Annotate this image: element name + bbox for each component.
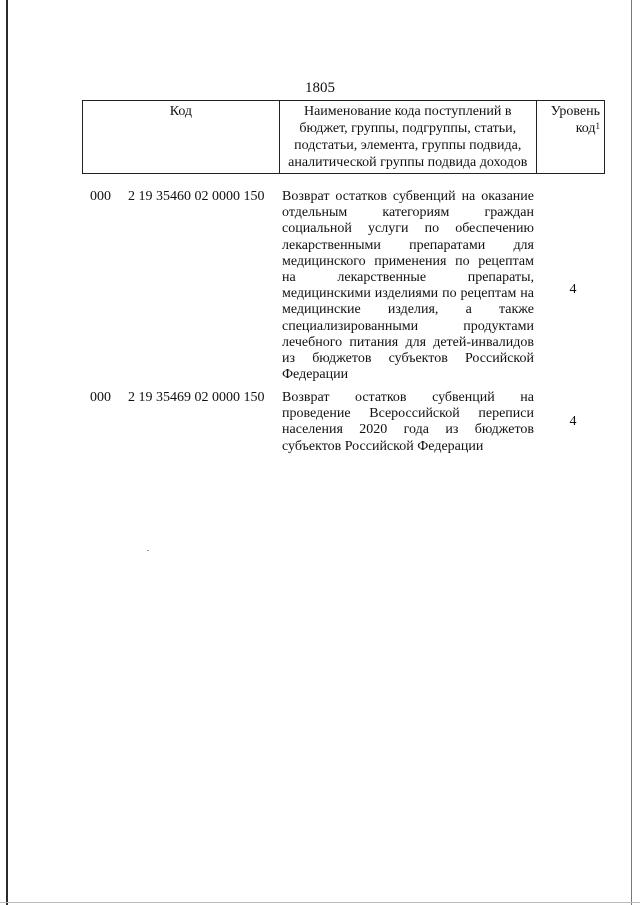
scan-right-edge bbox=[631, 0, 632, 905]
row-name: Возврат остатков субвенций на оказание отдельным категориям граждан социальной услуги по обеспечению лекарственными препаратами для медицинского применения по рецептам на лекарственные препараты, медицинскими изделиями по рецептам на медицинские изделия, а также специализированными продуктами лечебного питания для детей-инвалидов из бюджетов субъектов Российской Федерации bbox=[282, 189, 534, 383]
row-admin-code: 000 bbox=[90, 189, 111, 204]
page-number: 1805 bbox=[305, 80, 335, 96]
header-code: Код bbox=[83, 101, 280, 174]
header-level: Уровень код bbox=[550, 104, 600, 136]
row-level: 4 bbox=[569, 414, 577, 429]
table-header-row bbox=[83, 101, 605, 174]
table-header bbox=[82, 100, 605, 174]
header-name: Наименование кода поступлений в бюджет, группы, подгруппы, статьи, подстатьи, элемента, группы подвида, аналитической группы подвида доходов bbox=[279, 101, 536, 174]
row-level: 4 bbox=[569, 282, 577, 297]
header-level-cell bbox=[536, 101, 604, 174]
row-admin-code: 000 bbox=[90, 390, 111, 405]
row-income-code: 2 19 35469 02 0000 150 bbox=[128, 390, 265, 405]
row-name: Возврат остатков субвенций на проведение Всероссийской переписи населения 2020 года из бюджетов субъектов Российской Федерации bbox=[282, 390, 534, 454]
scan-speck bbox=[147, 550, 149, 551]
row-income-code: 2 19 35460 02 0000 150 bbox=[128, 189, 265, 204]
scan-left-edge bbox=[6, 0, 8, 905]
header-level-footnote: 1 bbox=[595, 121, 600, 131]
scan-bottom-edge bbox=[0, 902, 640, 903]
